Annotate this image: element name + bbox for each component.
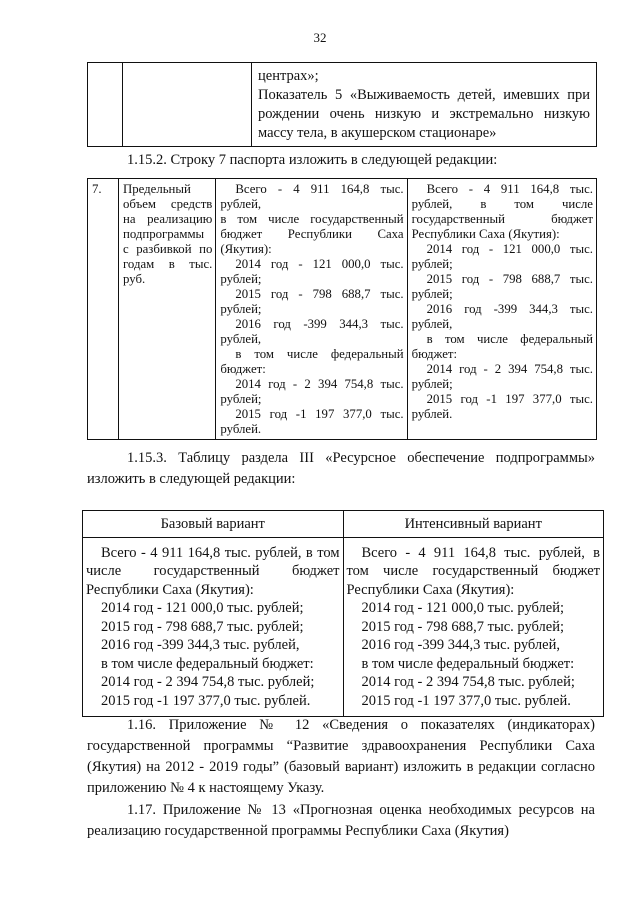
- text-line: Всего - 4 911 164,8 тыс. рублей, в том: [101, 544, 340, 561]
- row-label: Предельный объем средств на реализацию подпрограммы с разбивкой по годам в тыс. руб.: [118, 179, 215, 440]
- text-line: 2014 год - 121 000,0 тыс. рублей;: [361, 600, 564, 616]
- text-line: числе государственный бюджет: [86, 563, 340, 579]
- header-intensive-variant: Интенсивный вариант: [343, 511, 604, 538]
- text-line: том числе государственный бюджет: [346, 563, 600, 579]
- text-line: (Якутия):: [220, 242, 272, 256]
- row-number: 7.: [88, 179, 119, 440]
- text-line: рождении очень низкую и экстремально низкую: [258, 106, 590, 122]
- text-line: 2015 год - 798 688,7 тыс. рублей;: [361, 618, 564, 635]
- text-line: 2016 год -399 344,3 тыс.: [426, 302, 593, 316]
- paragraph-1-17: 1.17. Приложение № 13 «Прогнозная оценка необходимых ресурсов на реализацию государственной программы Республики Саха (Якутия): [87, 802, 595, 839]
- passport-row-table: [87, 178, 597, 440]
- text-line: 2014 год - 2 394 754,8 тыс. рублей;: [101, 674, 315, 690]
- text-line: Показатель 5 «Выживаемость детей, имевших при: [258, 87, 590, 103]
- text-line: рублей,: [411, 317, 453, 331]
- text-line: 2014 год - 2 394 754,8 тыс.: [235, 377, 404, 391]
- text-line: 2015 год - 798 688,7 тыс.: [235, 287, 404, 301]
- paragraph-1-15-3: 1.15.3. Таблицу раздела III «Ресурсное обеспечение подпрограммы» изложить в следующей редакции:: [87, 450, 595, 487]
- text-line: Всего - 4 911 164,8 тыс. рублей,: [220, 182, 404, 211]
- header-base-variant: Базовый вариант: [83, 511, 344, 538]
- text-line: массу тела, в акушерском стационаре»: [258, 125, 497, 141]
- text-line: в том числе федеральный: [426, 332, 593, 346]
- text-line: 2015 год -1 197 377,0 тыс.: [235, 407, 404, 421]
- text-line: рублей;: [411, 287, 453, 301]
- text-line: Республики Саха (Якутия):: [411, 227, 560, 241]
- text-line: в том числе государственный: [220, 212, 404, 226]
- text-line: 2016 год -399 344,3 тыс. рублей,: [361, 637, 560, 653]
- funding-column-b: [407, 179, 596, 440]
- text-line: Республики Саха (Якутия):: [346, 581, 515, 598]
- intensive-variant-cell: [343, 537, 604, 717]
- empty-cell: [123, 63, 252, 147]
- text-line: бюджет:: [411, 347, 458, 361]
- text-line: 2015 год -1 197 377,0 тыс. рублей.: [101, 692, 311, 709]
- text-line: 2016 год -399 344,3 тыс. рублей,: [101, 637, 300, 653]
- paragraph-1-15-2: 1.15.2. Строку 7 паспорта изложить в следующей редакции:: [127, 152, 498, 168]
- text-line: рублей, в том числе: [411, 197, 593, 211]
- text-line: 2014 год - 121 000,0 тыс. рублей;: [101, 600, 304, 616]
- text-line: рублей;: [220, 302, 262, 316]
- text-line: 2015 год - 798 688,7 тыс.: [426, 272, 593, 286]
- resource-table: [82, 510, 604, 717]
- indicator-text-cell: [252, 63, 597, 147]
- text-line: рублей;: [220, 272, 262, 286]
- text-line: рублей;: [411, 377, 453, 391]
- text-line: рублей;: [220, 392, 262, 406]
- text-line: рублей.: [220, 422, 262, 436]
- text-line: в том числе федеральный бюджет:: [101, 655, 314, 672]
- base-variant-cell: [83, 537, 344, 717]
- continued-table: [87, 62, 597, 147]
- text-line: государственный бюджет: [411, 212, 593, 226]
- text-line: Республики Саха (Якутия):: [86, 581, 254, 598]
- text-line: центрах»;: [258, 68, 319, 84]
- empty-cell: [88, 63, 123, 147]
- text-line: 2015 год - 798 688,7 тыс. рублей;: [101, 618, 304, 635]
- text-line: 2014 год - 2 394 754,8 тыс. рублей;: [361, 674, 575, 690]
- text-line: 2015 год -1 197 377,0 тыс. рублей.: [361, 692, 571, 709]
- text-line: 2015 год -1 197 377,0 тыс.: [426, 392, 593, 406]
- text-line: Всего - 4 911 164,8 тыс. рублей, в: [361, 544, 600, 561]
- text-line: Всего - 4 911 164,8 тыс.: [426, 182, 593, 196]
- text-line: 2014 год - 121 000,0 тыс.: [426, 242, 593, 256]
- text-line: бюджет Республики Саха: [220, 227, 404, 241]
- text-line: бюджет:: [220, 362, 266, 376]
- text-line: рублей.: [411, 407, 453, 421]
- page-number: 32: [313, 30, 327, 45]
- text-line: рублей,: [220, 332, 262, 346]
- text-line: 2014 год - 121 000,0 тыс.: [235, 257, 404, 271]
- text-line: в том числе федеральный: [235, 347, 404, 361]
- funding-column-a: [216, 179, 407, 440]
- text-line: 2014 год - 2 394 754,8 тыс.: [426, 362, 593, 376]
- text-line: в том числе федеральный бюджет:: [361, 655, 575, 672]
- text-line: рублей;: [411, 257, 453, 271]
- text-line: 2016 год -399 344,3 тыс.: [235, 317, 404, 331]
- paragraph-1-16: 1.16. Приложение № 12 «Сведения о показателях (индикаторах) государственной программы “Развитие здравоохранения Республики Саха (Якутия) на 2012 - 2019 годы” (базовый вариант) изложить в редакции согласно приложению № 4 к настоящему Указу.: [87, 717, 595, 796]
